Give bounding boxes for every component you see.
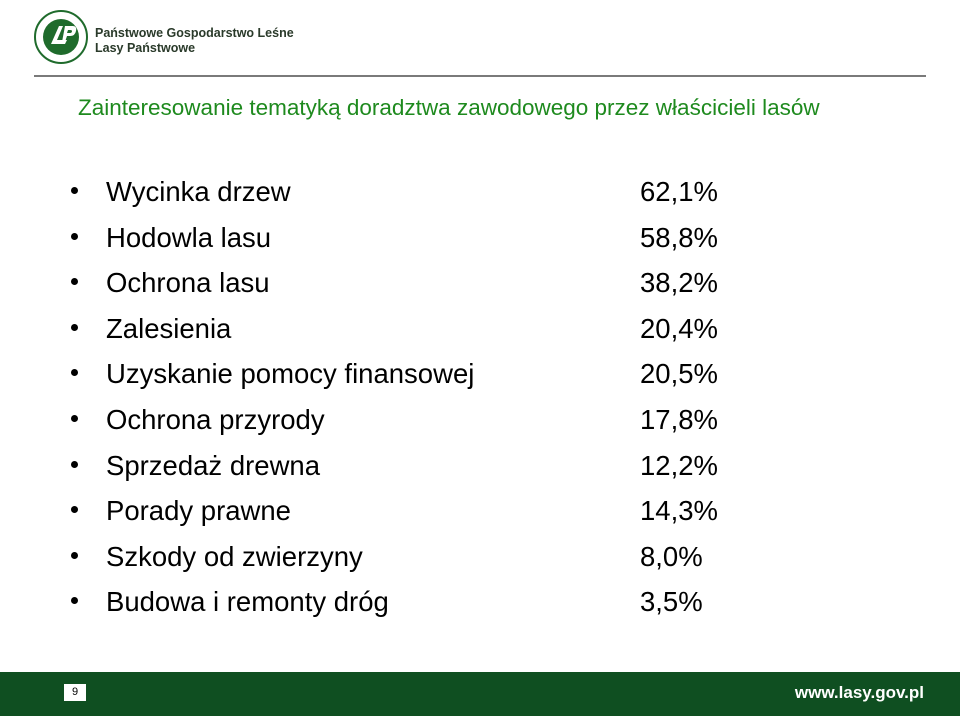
bullet-icon [71,278,78,285]
bullet-icon [71,415,78,422]
slide-title: Zainteresowanie tematyką doradztwa zawodowego przez właścicieli lasów [78,95,820,120]
item-value: 20,4% [640,312,718,344]
bullet-icon [71,506,78,513]
list-item [0,582,960,628]
item-label: Ochrona lasu [106,267,270,299]
item-label: Sprzedaż drewna [106,449,321,481]
footer-url: www.lasy.gov.pl [794,683,924,702]
item-value: 14,3% [640,495,718,527]
item-value: 62,1% [640,176,718,207]
item-label: Hodowla lasu [106,221,272,253]
bullet-icon [71,324,78,331]
item-label: Budowa i remonty dróg [106,586,389,618]
item-value: 20,5% [640,358,718,390]
item-label: Uzyskanie pomocy finansowej [106,358,475,390]
page-number: 9 [64,684,86,701]
bullet-icon [71,187,78,194]
bullet-icon [71,552,78,559]
item-value: 58,8% [640,221,718,253]
item-label: Ochrona przyrody [106,403,325,435]
lasy-panstwowe-logo [34,10,88,64]
item-value: 12,2% [640,449,718,481]
bullet-icon [71,597,78,604]
bullet-icon [71,233,78,240]
bullet-icon [71,369,78,376]
logo-emblem-icon [34,10,88,64]
list-item [0,446,960,492]
org-name-line-1: Państwowe Gospodarstwo Leśne [95,26,294,40]
list-item [0,354,960,400]
list-item [0,537,960,583]
item-label: Zalesienia [106,312,232,344]
bullet-icon [71,461,78,468]
item-value: 3,5% [640,586,703,618]
list-item [0,400,960,446]
item-value: 17,8% [640,403,718,435]
item-label: Wycinka drzew [106,176,291,207]
item-label: Porady prawne [106,495,291,527]
header-divider [34,75,926,77]
organization-name [95,26,294,56]
item-value: 8,0% [640,540,703,572]
list-item [0,263,960,309]
list-item [0,491,960,537]
interest-list [0,172,960,628]
list-item [0,309,960,355]
org-name-line-2: Lasy Państwowe [95,41,196,55]
item-label: Szkody od zwierzyny [106,540,363,572]
list-item [0,218,960,264]
item-value: 38,2% [640,267,718,299]
list-item [0,172,960,218]
